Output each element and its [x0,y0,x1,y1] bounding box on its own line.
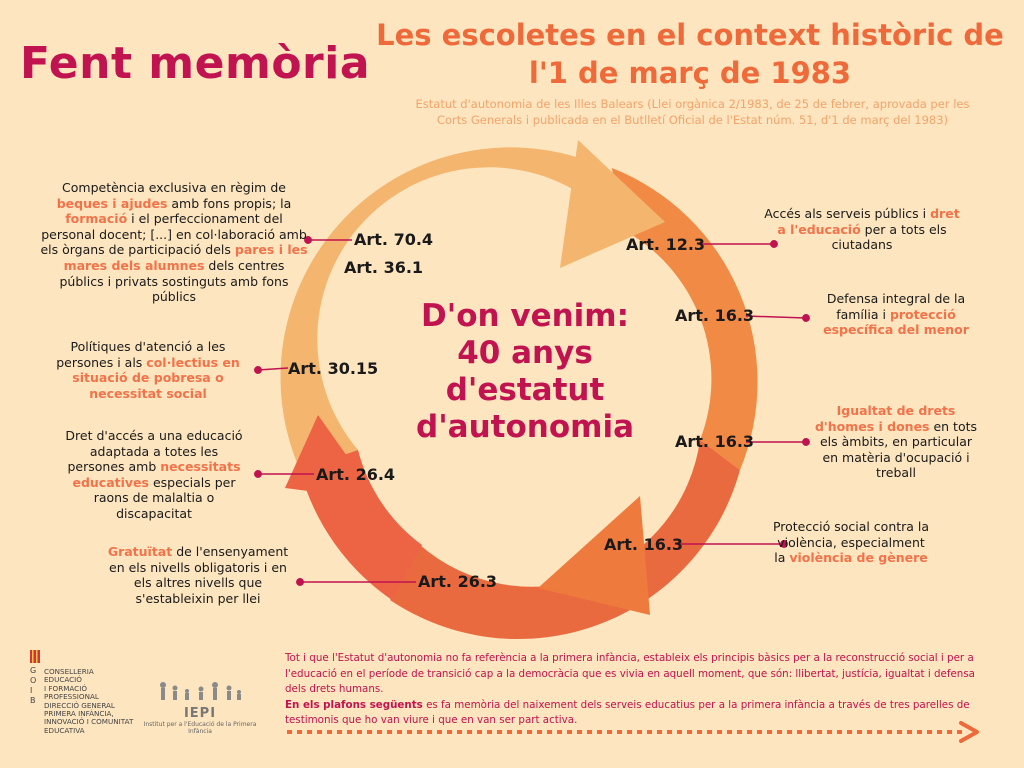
right-desc-2 [812,291,980,338]
left-desc-2-highlight-a: col·lectius en situació de pobresa o necessitat social [72,354,240,401]
right-desc-4-text-a: Protecció social contra la violència, especialment la [772,519,930,566]
page-subtitle-line1: Estatut d'autonomia de les Illes Balears (Llei orgànica 2/1983, de 25 de febrer, aprovada per les [415,97,970,111]
right-desc-3-text-a: en tots els àmbits, en particular en matèria d'ocupació i treball [819,418,978,481]
article-label-16-3-c: Art. 16.3 [604,535,684,554]
left-desc-2 [48,339,248,401]
iepi-logo [140,680,260,735]
govern-line-5: DIRECCIÓ GENERAL [44,700,115,710]
left-desc-1-text-a: Competència exclusiva en règim de [62,180,286,195]
govern-line-8: EDUCATIVA [44,725,85,735]
right-desc-1-text-a: Accés als serveis públics i [764,206,931,221]
govern-line-4: PROFESSIONAL [44,692,99,702]
page-title-line1: Les escoletes en el context històric de [376,18,1004,52]
center-line2: 40 anys [457,335,593,371]
center-line4: d'autonomia [416,409,634,445]
page-title-line2: l'1 de març de 1983 [528,56,852,90]
center-line3: d'estatut [445,372,605,408]
left-desc-1-highlight-a: beques i ajudes [56,195,168,211]
right-desc-1-highlight-a: dret a l'educació [777,206,960,237]
right-desc-4 [770,519,932,566]
govern-vertical-text: G O I B [30,666,37,705]
center-line1: D'on venim: [420,298,629,334]
footer-bold-lead: En els plafons següents [285,698,423,711]
left-desc-1-text-b: amb fons propis; la [167,195,292,211]
article-label-26-3: Art. 26.3 [418,572,498,591]
footer-paragraph-1: Tot i que l'Estatut d'autonomia no fa referència a la primera infància, estableix els principis bàsics per a la reconstrucció social i per a l'educació en el període de transició cap a la democràcia que es vivia en aquell moment, que són: llibertat, justícia, igualtat i defensa dels drets humans. [285,652,975,695]
left-desc-1-text-c: i el perfeccionament del personal docent; [...] en col·laboració amb els òrgans de participació dels [40,211,307,258]
left-desc-3-highlight-a: necessitats educatives [72,459,241,490]
right-desc-4-highlight-a: violència de gènere [789,550,928,566]
right-desc-3-highlight-a: Igualtat de drets d'homes i dones [814,403,956,434]
dotted-arrow-icon [285,720,1005,744]
right-desc-1 [764,206,960,253]
iepi-figures-icon [155,680,245,702]
article-label-36-1: Art. 36.1 [344,258,424,277]
right-desc-1-text-b: per a tots els ciutadans [831,221,947,253]
left-desc-1-highlight-b: formació [65,211,128,227]
article-label-70-4: Art. 70.4 [354,230,434,249]
right-desc-2-text-a: Defensa integral de la família i [826,291,966,322]
article-label-16-3-a: Art. 16.3 [675,306,755,325]
right-desc-3 [812,403,980,481]
govern-crest-icon [30,650,40,666]
brand-title: Fent memòria [20,38,371,89]
left-desc-3-text-b: especials per raons de malaltia o discapacitat [93,474,236,521]
iepi-name: IEPI [183,706,217,721]
footer-text [285,651,985,729]
left-desc-4-text-a: de l'ensenyament en els nivells obligatoris i en els altres nivells que s'estableixin per llei [109,544,289,606]
left-desc-4-highlight-a: Gratuïtat [107,544,173,559]
article-label-26-4: Art. 26.4 [316,465,396,484]
page-subtitle-line2: Corts Generals i publicada en el Butlletí Oficial de l'Estat núm. 51, d'1 de març del 1983) [436,113,949,127]
article-label-30-15: Art. 30.15 [288,359,379,378]
govern-line-3: I FORMACIÓ [44,683,87,693]
left-desc-1-highlight-c: pares i les mares dels alumnes [63,242,308,273]
govern-line-2: EDUCACIÓ [44,675,82,685]
govern-line-7: INNOVACIÓ I COMUNITAT [44,717,134,727]
govern-logo [30,650,140,735]
left-desc-3-text-a: Dret d'accés a una educació adaptada a totes les persones amb [65,428,243,475]
ring-center-text [400,298,650,446]
ring-segment-dark [390,440,740,639]
left-desc-1 [40,180,308,305]
left-desc-2-text-a: Polítiques d'atenció a les persones i als [56,339,226,370]
article-label-12-3: Art. 12.3 [626,235,706,254]
left-desc-1-text-d: dels centres públics i privats sostinguts amb fons públics [59,257,289,305]
left-desc-4 [100,544,296,606]
iepi-subtitle: Institut per a l'Educació de la Primera Infància [143,721,257,735]
article-label-16-3-b: Art. 16.3 [675,432,755,451]
left-desc-3 [60,428,248,522]
right-desc-2-highlight-a: protecció específica del menor [823,306,969,338]
footer-paragraph-2: es fa memòria del naixement dels serveis educatius per a la primera infància a través de tres parelles de testimonis que ho van viure i que en van ser part activa. [285,698,970,726]
govern-line-6: PRIMERA INFÀNCIA, [44,709,114,719]
govern-line-1: CONSELLERIA [44,667,94,676]
